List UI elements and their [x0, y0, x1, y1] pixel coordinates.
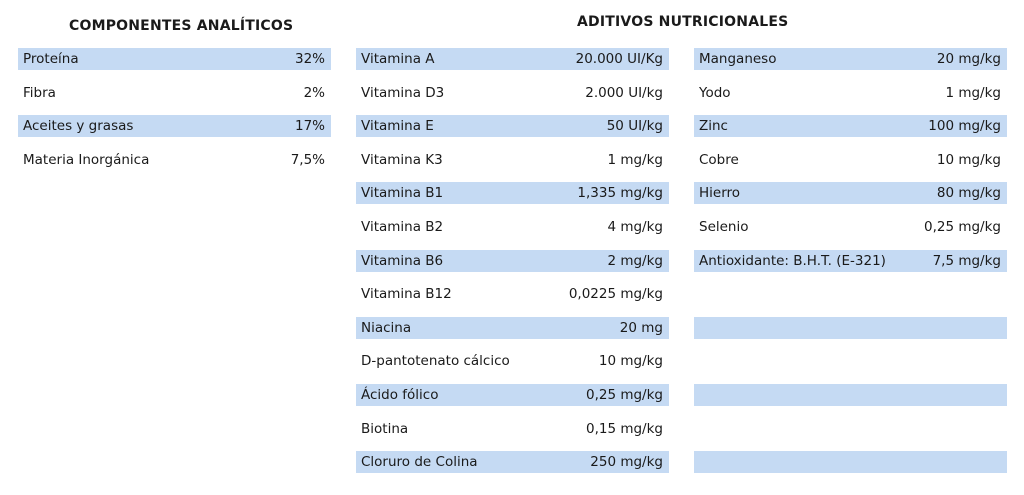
row-label: Antioxidante: B.H.T. (E-321) — [699, 252, 886, 269]
row-value: 100 mg/kg — [928, 118, 1001, 135]
row-label: Zinc — [699, 118, 728, 135]
row-value: 250 mg/kg — [590, 454, 663, 471]
table-row — [18, 149, 331, 171]
row-label: Vitamina K3 — [361, 151, 443, 168]
table-row — [356, 82, 669, 104]
table-row — [694, 283, 1007, 305]
table-row — [356, 283, 669, 305]
row-value: 32% — [294, 51, 325, 67]
table-row — [694, 149, 1007, 171]
table-row — [18, 115, 331, 137]
row-label: Vitamina B1 — [361, 185, 444, 202]
table-row — [694, 451, 1007, 473]
table-row — [694, 317, 1007, 339]
row-value: 80 mg/kg — [936, 185, 1001, 202]
row-label: Vitamina B2 — [361, 218, 444, 235]
row-value: 1 mg/kg — [945, 84, 1001, 101]
row-value: 7,5% — [290, 151, 325, 168]
row-label: Fibra — [23, 84, 56, 101]
table-row — [694, 250, 1007, 272]
row-label: Proteína — [23, 51, 79, 67]
table-row — [356, 317, 669, 339]
table-row — [694, 48, 1007, 70]
heading-componentes-analiticos: COMPONENTES ANALÍTICOS — [69, 18, 294, 34]
row-label: Vitamina A — [361, 51, 435, 67]
row-value: 2.000 UI/kg — [585, 84, 663, 101]
table-row — [356, 384, 669, 406]
table-row — [356, 418, 669, 440]
table-row — [694, 384, 1007, 406]
table-row — [694, 350, 1007, 372]
table-row — [356, 115, 669, 137]
table-row — [356, 182, 669, 204]
row-value: 20 mg — [619, 319, 663, 336]
row-value: 2% — [303, 84, 325, 101]
table-row — [356, 48, 669, 70]
row-value: 1,335 mg/kg — [577, 185, 663, 202]
row-label: Niacina — [361, 319, 412, 336]
row-value: 0,0225 mg/kg — [568, 286, 663, 303]
row-value: 17% — [294, 118, 325, 135]
row-label: Vitamina B6 — [361, 252, 444, 269]
row-value: 1 mg/kg — [607, 151, 663, 168]
table-row — [18, 48, 331, 70]
row-label: Manganeso — [699, 51, 777, 67]
row-label: D-pantotenato cálcico — [361, 353, 510, 370]
row-value: 10 mg/kg — [936, 151, 1001, 168]
table-row — [356, 216, 669, 238]
row-label: Materia Inorgánica — [23, 151, 150, 168]
heading-aditivos-nutricionales: ADITIVOS NUTRICIONALES — [577, 14, 789, 30]
row-label: Vitamina B12 — [361, 286, 452, 303]
row-value: 0,25 mg/kg — [923, 218, 1001, 235]
row-label: Hierro — [699, 185, 741, 202]
row-label: Aceites y grasas — [23, 118, 134, 135]
table-row — [356, 149, 669, 171]
row-label: Cloruro de Colina — [361, 454, 478, 471]
row-label: Ácido fólico — [361, 386, 439, 403]
row-value: 4 mg/kg — [607, 218, 663, 235]
table-row — [694, 82, 1007, 104]
row-value: 50 UI/kg — [606, 118, 663, 135]
row-value: 20 mg/kg — [936, 51, 1001, 67]
row-value: 7,5 mg/kg — [932, 252, 1001, 269]
row-value: 20.000 UI/Kg — [575, 51, 663, 67]
table-row — [18, 82, 331, 104]
row-value: 0,25 mg/kg — [585, 386, 663, 403]
row-value: 0,15 mg/kg — [585, 420, 663, 437]
table-row — [356, 250, 669, 272]
row-label: Selenio — [699, 218, 749, 235]
table-row — [356, 451, 669, 473]
table-aditivos-vitaminas — [356, 48, 669, 485]
table-row — [694, 418, 1007, 440]
row-value: 2 mg/kg — [607, 252, 663, 269]
row-label: Yodo — [699, 84, 731, 101]
table-componentes-analiticos — [18, 48, 331, 182]
table-row — [694, 115, 1007, 137]
row-value: 10 mg/kg — [598, 353, 663, 370]
table-row — [694, 182, 1007, 204]
table-row — [356, 350, 669, 372]
row-label: Cobre — [699, 151, 739, 168]
row-label: Vitamina E — [361, 118, 434, 135]
row-label: Biotina — [361, 420, 409, 437]
table-row — [694, 216, 1007, 238]
table-aditivos-minerales — [694, 48, 1007, 485]
row-label: Vitamina D3 — [361, 84, 445, 101]
